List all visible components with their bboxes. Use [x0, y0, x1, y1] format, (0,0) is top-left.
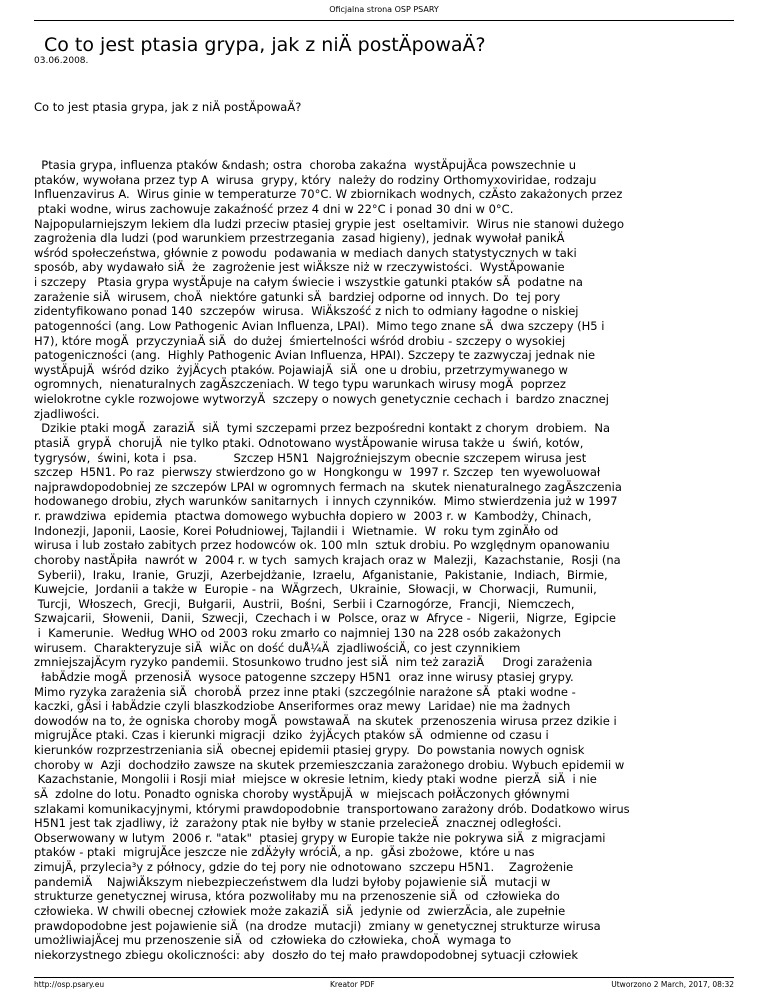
- body-line: zimujÄ, przylecia³y z północy, gdzie do tej pory nie odnotowano szczepu H5N1. Zagrożenie: [34, 860, 574, 874]
- body-line: wirusem. Charakteryzuje siÄ wiÄc on dość duÅ¼Ä zjadliwościÄ, co jest czynnikiem: [34, 640, 521, 655]
- body-line: szczep H5N1. Po raz pierwszy stwierdzono go w Hongkongu w 1997 r. Szczep ten wyewoluował: [34, 465, 601, 480]
- body-line: migrujÄce ptaki. Czas i kierunki migracji dziko żyjÄcych ptaków sÄ odmienne od czasu i: [34, 728, 549, 743]
- body-line: kierunków rozprzestrzeniania siÄ obecnej epidemii ptasiej grypy. Do powstania nowych ognisk: [34, 743, 585, 757]
- site-header: Oficjalna strona OSP PSARY: [329, 5, 439, 14]
- body-line: tygrysów, świni, kota i psa. Szczep H5N1 Najgroźniejszym obecnie szczepem wirusa jest: [34, 450, 587, 465]
- body-line: ptaków, wywołana przez typ A wirusa grypy, który należy do rodziny Orthomyxoviridae, rodzaju: [34, 172, 597, 187]
- body-line: patogenności (ang. Low Pathogenic Avian Influenza, LPAI). Mimo tego znane sÄ dwa szczepy (H5 i: [34, 318, 605, 333]
- article-body: [34, 158, 744, 962]
- body-line: choroby nastÄpiła nawrót w 2004 r. w tych samych krajach oraz w Malezji, Kazachstanie, Rosji (na: [34, 552, 621, 567]
- body-line: choroby w Azji dochodziło zawsze na skutek przemieszczania zarażonego drobiu. Wybuch epidemii w: [34, 757, 625, 772]
- body-line: Kuwejcie, Jordanii a także w Europie - na WÄgrzech, Ukrainie, Słowacji, w Chorwacji, Rumunii,: [34, 582, 597, 597]
- footer-url[interactable]: http://osp.psary.eu: [34, 980, 105, 989]
- body-line: Najpopularniejszym lekiem dla ludzi przeciw ptasiej grypie jest oseltamivir. Wirus nie stanowi dużego: [34, 216, 624, 231]
- body-line: Ptasia grypa, influenza ptaków &ndash; ostra choroba zakaźna wystÄpujÄca powszechnie u: [34, 158, 576, 172]
- body-line: Influenzavirus A. Wirus ginie w temperaturze 70°C. W zbiornikach wodnych, czÄsto zakażonych przez: [34, 187, 623, 202]
- body-line: wielokrotne cykle rozwojowe wytworzyÄ szczepy o nowych genetycznie cechach i bardzo znacznej: [34, 392, 609, 406]
- body-line: zarażenie siÄ wirusem, choÄ niektóre gatunki sÄ bardziej odporne od innych. Do tej pory: [34, 289, 561, 304]
- body-line: hodowanego drobiu, złych warunków sanitarnych i innych czynników. Mimo stwierdzenia już w 1997: [34, 494, 618, 509]
- body-line: wirusa i lub zostało zabitych przez hodowców ok. 100 mln sztuk drobiu. Po względnym opanowaniu: [34, 538, 610, 553]
- body-line: dowodów na to, że ogniska choroby mogÄ powstawaÄ na skutek przenoszenia wirusa przez dzikie i: [34, 713, 617, 728]
- body-line: kaczki, gÄsi i łabÄdzie czyli blaszkodziobe Anseriformes oraz mewy Laridae) nie ma żadnych: [34, 699, 571, 714]
- body-line: H7), które mogÄ przyczyniaÄ siÄ do dużej śmiertelności wśród drobiu - szczepy o wysokiej: [34, 333, 566, 348]
- article-date: 03.06.2008.: [34, 56, 89, 66]
- body-line: zjadliwości.: [34, 406, 100, 421]
- body-line: umożliwiajÄcej mu przenoszenie siÄ od człowieka do człowieka, choÄ wymaga to: [34, 933, 512, 948]
- article-title: Co to jest ptasia grypa, jak z niÄ postÄpowaÄ?: [44, 34, 486, 56]
- body-line: Obserwowany w lutym 2006 r. "atak" ptasiej grypy w Europie także nie pokrywa siÄ z migracjami: [34, 830, 606, 845]
- body-line: zmniejszajÄcym ryzyko pandemii. Stosunkowo trudno jest siÄ nim też zaraziÄ Drogi zarażenia: [34, 655, 593, 670]
- body-line: sposób, aby wydawało siÄ że zagrożenie jest wiÄksze niż w rzeczywistości. WystÄpowanie: [34, 260, 565, 275]
- body-line: wystÄpujÄ wśród dziko żyjÄcych ptaków. PojawiajÄ siÄ one u drobiu, przetrzymywanego w: [34, 362, 568, 377]
- body-line: najprawdopodobniej ze szczepów LPAI w ogromnych fermach na skutek nienaturalnego zagÄszczenia: [34, 479, 622, 494]
- body-line: r. prawdziwa epidemia ptactwa domowego wybuchła dopiero w 2003 r. w Kambodży, Chinach,: [34, 509, 592, 523]
- body-line: patogeniczności (ang. Highly Pathogenic Avian Influenza, HPAI). Szczepy te zazwyczaj jednak nie: [34, 348, 596, 363]
- body-line: ptaków - ptaki migrujÄce jeszcze nie zdÄżyły wróciÄ, a np. gÄsi zbożowe, które u nas: [34, 845, 535, 860]
- header-divider: [34, 20, 734, 21]
- body-line: H5N1 jest tak zjadliwy, iż zarażony ptak nie byłby w stanie przelecieÄ znacznej odległości.: [34, 816, 562, 831]
- body-line: szlakami komunikacyjnymi, którymi prawdopodobnie transportowano zarażony drób. Dodatkowo wirus: [34, 801, 630, 816]
- footer-generator: Kreator PDF: [330, 980, 375, 989]
- body-line: człowieka. W chwili obecnej człowiek może zakaziÄ siÄ jedynie od zwierzÄcia, ale zupełnie: [34, 903, 566, 918]
- body-line: zidentyfikowano ponad 140 szczepów wirusa. WiÄkszość z nich to odmiany łagodne o niskiej: [34, 304, 579, 319]
- body-line: pandemiÄ NajwiÄkszym niebezpieczeństwem dla ludzi byłoby pojawienie siÄ mutacji w: [34, 874, 551, 889]
- footer-created: Utworzono 2 March, 2017, 08:32: [611, 980, 734, 989]
- body-line: i szczepy Ptasia grypa wystÄpuje na całym świecie i wszystkie gatunki ptaków sÄ podatne na: [34, 275, 583, 289]
- body-line: niekorzystnego zbiegu okoliczności: aby doszło do tej mało prawdopodobnej sytuacji człowiek: [34, 947, 578, 962]
- body-line: zagrożenia dla ludzi (pod warunkiem przestrzegania zasad higieny), jednak wywołał panikÄ: [34, 231, 565, 246]
- body-line: prawdopodobne jest pojawienie siÄ (na drodze mutacji) zmiany w genetycznej strukturze wirusa: [34, 918, 601, 933]
- body-line: sÄ zdolne do lotu. Ponadto ogniska choroby wystÄpujÄ w miejscach połÄczonych głównymi: [34, 786, 570, 801]
- body-line: Syberii), Iraku, Iranie, Gruzji, Azerbejdżanie, Izraelu, Afganistanie, Pakistanie, Indiach, Birmie,: [34, 567, 608, 582]
- body-line: ptaki wodne, wirus zachowuje zakaźność przez 4 dni w 22°C i ponad 30 dni w 0°C.: [34, 201, 514, 216]
- body-line: Turcji, Włoszech, Grecji, Bułgarii, Austrii, Bośni, Serbii i Czarnogórze, Francji, Niemczech,: [34, 596, 575, 611]
- body-line: strukturze genetycznej wirusa, która pozwoliłaby mu na przenoszenie siÄ od człowieka do: [34, 889, 560, 904]
- footer-divider: [34, 977, 734, 978]
- body-line: Dzikie ptaki mogÄ zaraziÄ siÄ tymi szczepami przez bezpośredni kontakt z chorym drobiem. Na: [34, 421, 611, 436]
- body-line: Kazachstanie, Mongolii i Rosji miał miejsce w okresie letnim, kiedy ptaki wodne pierzÄ siÄ i nie: [34, 772, 597, 787]
- body-line: Indonezji, Japonii, Laosie, Korei Południowej, Tajlandii i Wietnamie. W roku tym zginÄło od: [34, 523, 559, 538]
- body-line: wśród społeczeństwa, głównie z powodu podawania w mediach danych statystycznych w taki: [34, 245, 577, 260]
- body-line: Szwajcarii, Słowenii, Danii, Szwecji, Czechach i w Polsce, oraz w Afryce - Nigerii, Nigrze, Egipcie: [34, 611, 616, 626]
- article-lead: Co to jest ptasia grypa, jak z niÄ postÄpowaÄ?: [34, 100, 302, 114]
- body-line: ptasiÄ grypÄ chorujÄ nie tylko ptaki. Odnotowano wystÄpowanie wirusa także u świń, kotów,: [34, 435, 584, 450]
- body-line: i Kamerunie. Według WHO od 2003 roku zmarło co najmniej 130 na 228 osób zakażonych: [34, 626, 562, 640]
- body-line: Mimo ryzyka zarażenia siÄ chorobÄ przez inne ptaki (szczególnie narażone sÄ ptaki wodne -: [34, 684, 576, 699]
- body-line: łabÄdzie mogÄ przenosiÄ wysoce patogenne szczepy H5N1 oraz inne wirusy ptasiej grypy.: [34, 669, 574, 684]
- body-line: ogromnych, nienaturalnych zagÄszczeniach. W tego typu warunkach wirusy mogÄ poprzez: [34, 377, 566, 392]
